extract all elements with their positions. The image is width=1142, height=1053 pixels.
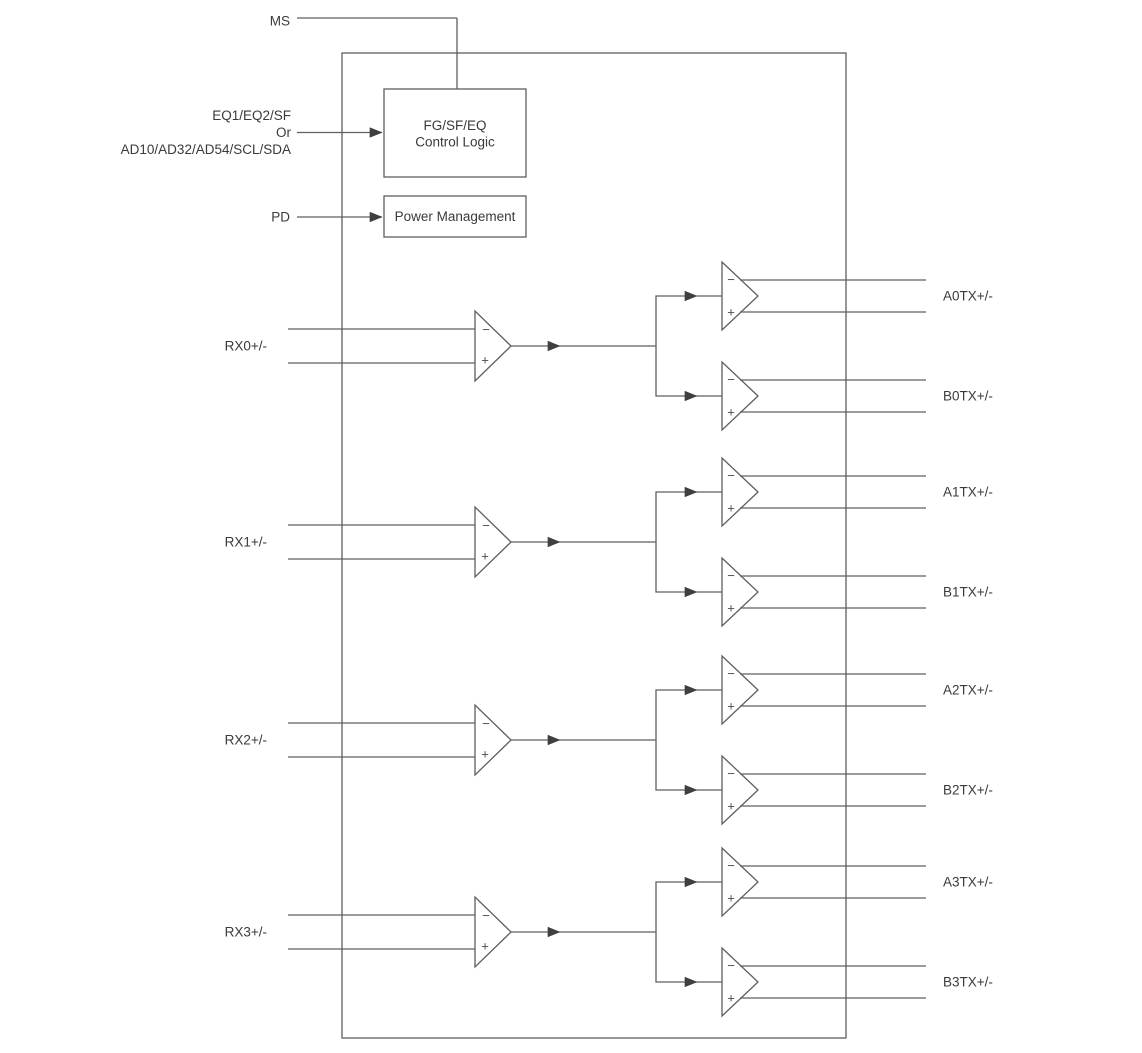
channel-3 bbox=[225, 848, 993, 1016]
input-amp-plus-label: + bbox=[481, 746, 489, 762]
input-amp-minus-label: − bbox=[482, 716, 490, 731]
output-amp-a-minus-label: − bbox=[727, 272, 735, 287]
output-amp-a-minus-label: − bbox=[727, 858, 735, 873]
control-logic-label-line2: Control Logic bbox=[415, 134, 495, 150]
input-amp-minus-label: − bbox=[482, 908, 490, 923]
ms-pin bbox=[270, 14, 457, 90]
rx-input-label: RX0+/- bbox=[224, 338, 267, 354]
output-amp-a-minus-label: − bbox=[727, 468, 735, 483]
input-amp-triangle bbox=[475, 897, 511, 967]
chip-boundary-box bbox=[342, 53, 846, 1038]
output-amp-a-plus-label: + bbox=[727, 500, 735, 516]
power-management-block bbox=[271, 196, 526, 237]
ms-pin-label: MS bbox=[269, 13, 290, 29]
tx-b-label: B3TX+/- bbox=[943, 974, 993, 990]
output-amp-a-plus-label: + bbox=[727, 304, 735, 320]
tx-a-label: A2TX+/- bbox=[943, 682, 993, 698]
rx-input-label: RX1+/- bbox=[224, 534, 267, 550]
pd-pin-label: PD bbox=[271, 209, 290, 225]
channel-1 bbox=[225, 458, 993, 626]
rx-input-label: RX2+/- bbox=[224, 732, 267, 748]
tx-a-label: A1TX+/- bbox=[943, 484, 993, 500]
control-logic-label-line1: FG/SF/EQ bbox=[423, 118, 487, 133]
input-amp-minus-label: − bbox=[482, 518, 490, 533]
input-amp-plus-label: + bbox=[481, 548, 489, 564]
tx-b-label: B0TX+/- bbox=[943, 388, 993, 404]
output-amp-b-plus-label: + bbox=[727, 404, 735, 420]
output-amp-a-minus-label: − bbox=[727, 666, 735, 681]
channel-0 bbox=[225, 262, 993, 430]
output-amp-a-plus-label: + bbox=[727, 698, 735, 714]
tx-b-label: B1TX+/- bbox=[943, 584, 993, 600]
input-amp-minus-label: − bbox=[482, 322, 490, 337]
channel-2 bbox=[225, 656, 993, 824]
input-amp-triangle bbox=[475, 311, 511, 381]
power-management-label: Power Management bbox=[394, 209, 516, 224]
tx-b-label: B2TX+/- bbox=[943, 782, 993, 798]
output-amp-b-minus-label: − bbox=[727, 766, 735, 781]
eq-pin-label-row1: EQ1/EQ2/SF bbox=[212, 108, 291, 123]
input-amp-plus-label: + bbox=[481, 938, 489, 954]
eq-pin-label-row3: AD10/AD32/AD54/SCL/SDA bbox=[120, 142, 291, 157]
eq-pin-label-row2: Or bbox=[276, 125, 291, 140]
output-amp-a-plus-label: + bbox=[727, 890, 735, 906]
tx-a-label: A3TX+/- bbox=[943, 874, 993, 890]
input-amp-plus-label: + bbox=[481, 352, 489, 368]
input-amp-triangle bbox=[475, 507, 511, 577]
output-amp-b-minus-label: − bbox=[727, 568, 735, 583]
input-amp-triangle bbox=[475, 705, 511, 775]
output-amp-b-minus-label: − bbox=[727, 958, 735, 973]
rx-input-label: RX3+/- bbox=[224, 924, 267, 940]
output-amp-b-minus-label: − bbox=[727, 372, 735, 387]
eq-pin bbox=[121, 108, 382, 157]
control-logic-box bbox=[384, 89, 526, 177]
tx-a-label: A0TX+/- bbox=[943, 288, 993, 304]
output-amp-b-plus-label: + bbox=[727, 990, 735, 1006]
output-amp-b-plus-label: + bbox=[727, 798, 735, 814]
control-logic-block bbox=[384, 89, 526, 177]
output-amp-b-plus-label: + bbox=[727, 600, 735, 616]
